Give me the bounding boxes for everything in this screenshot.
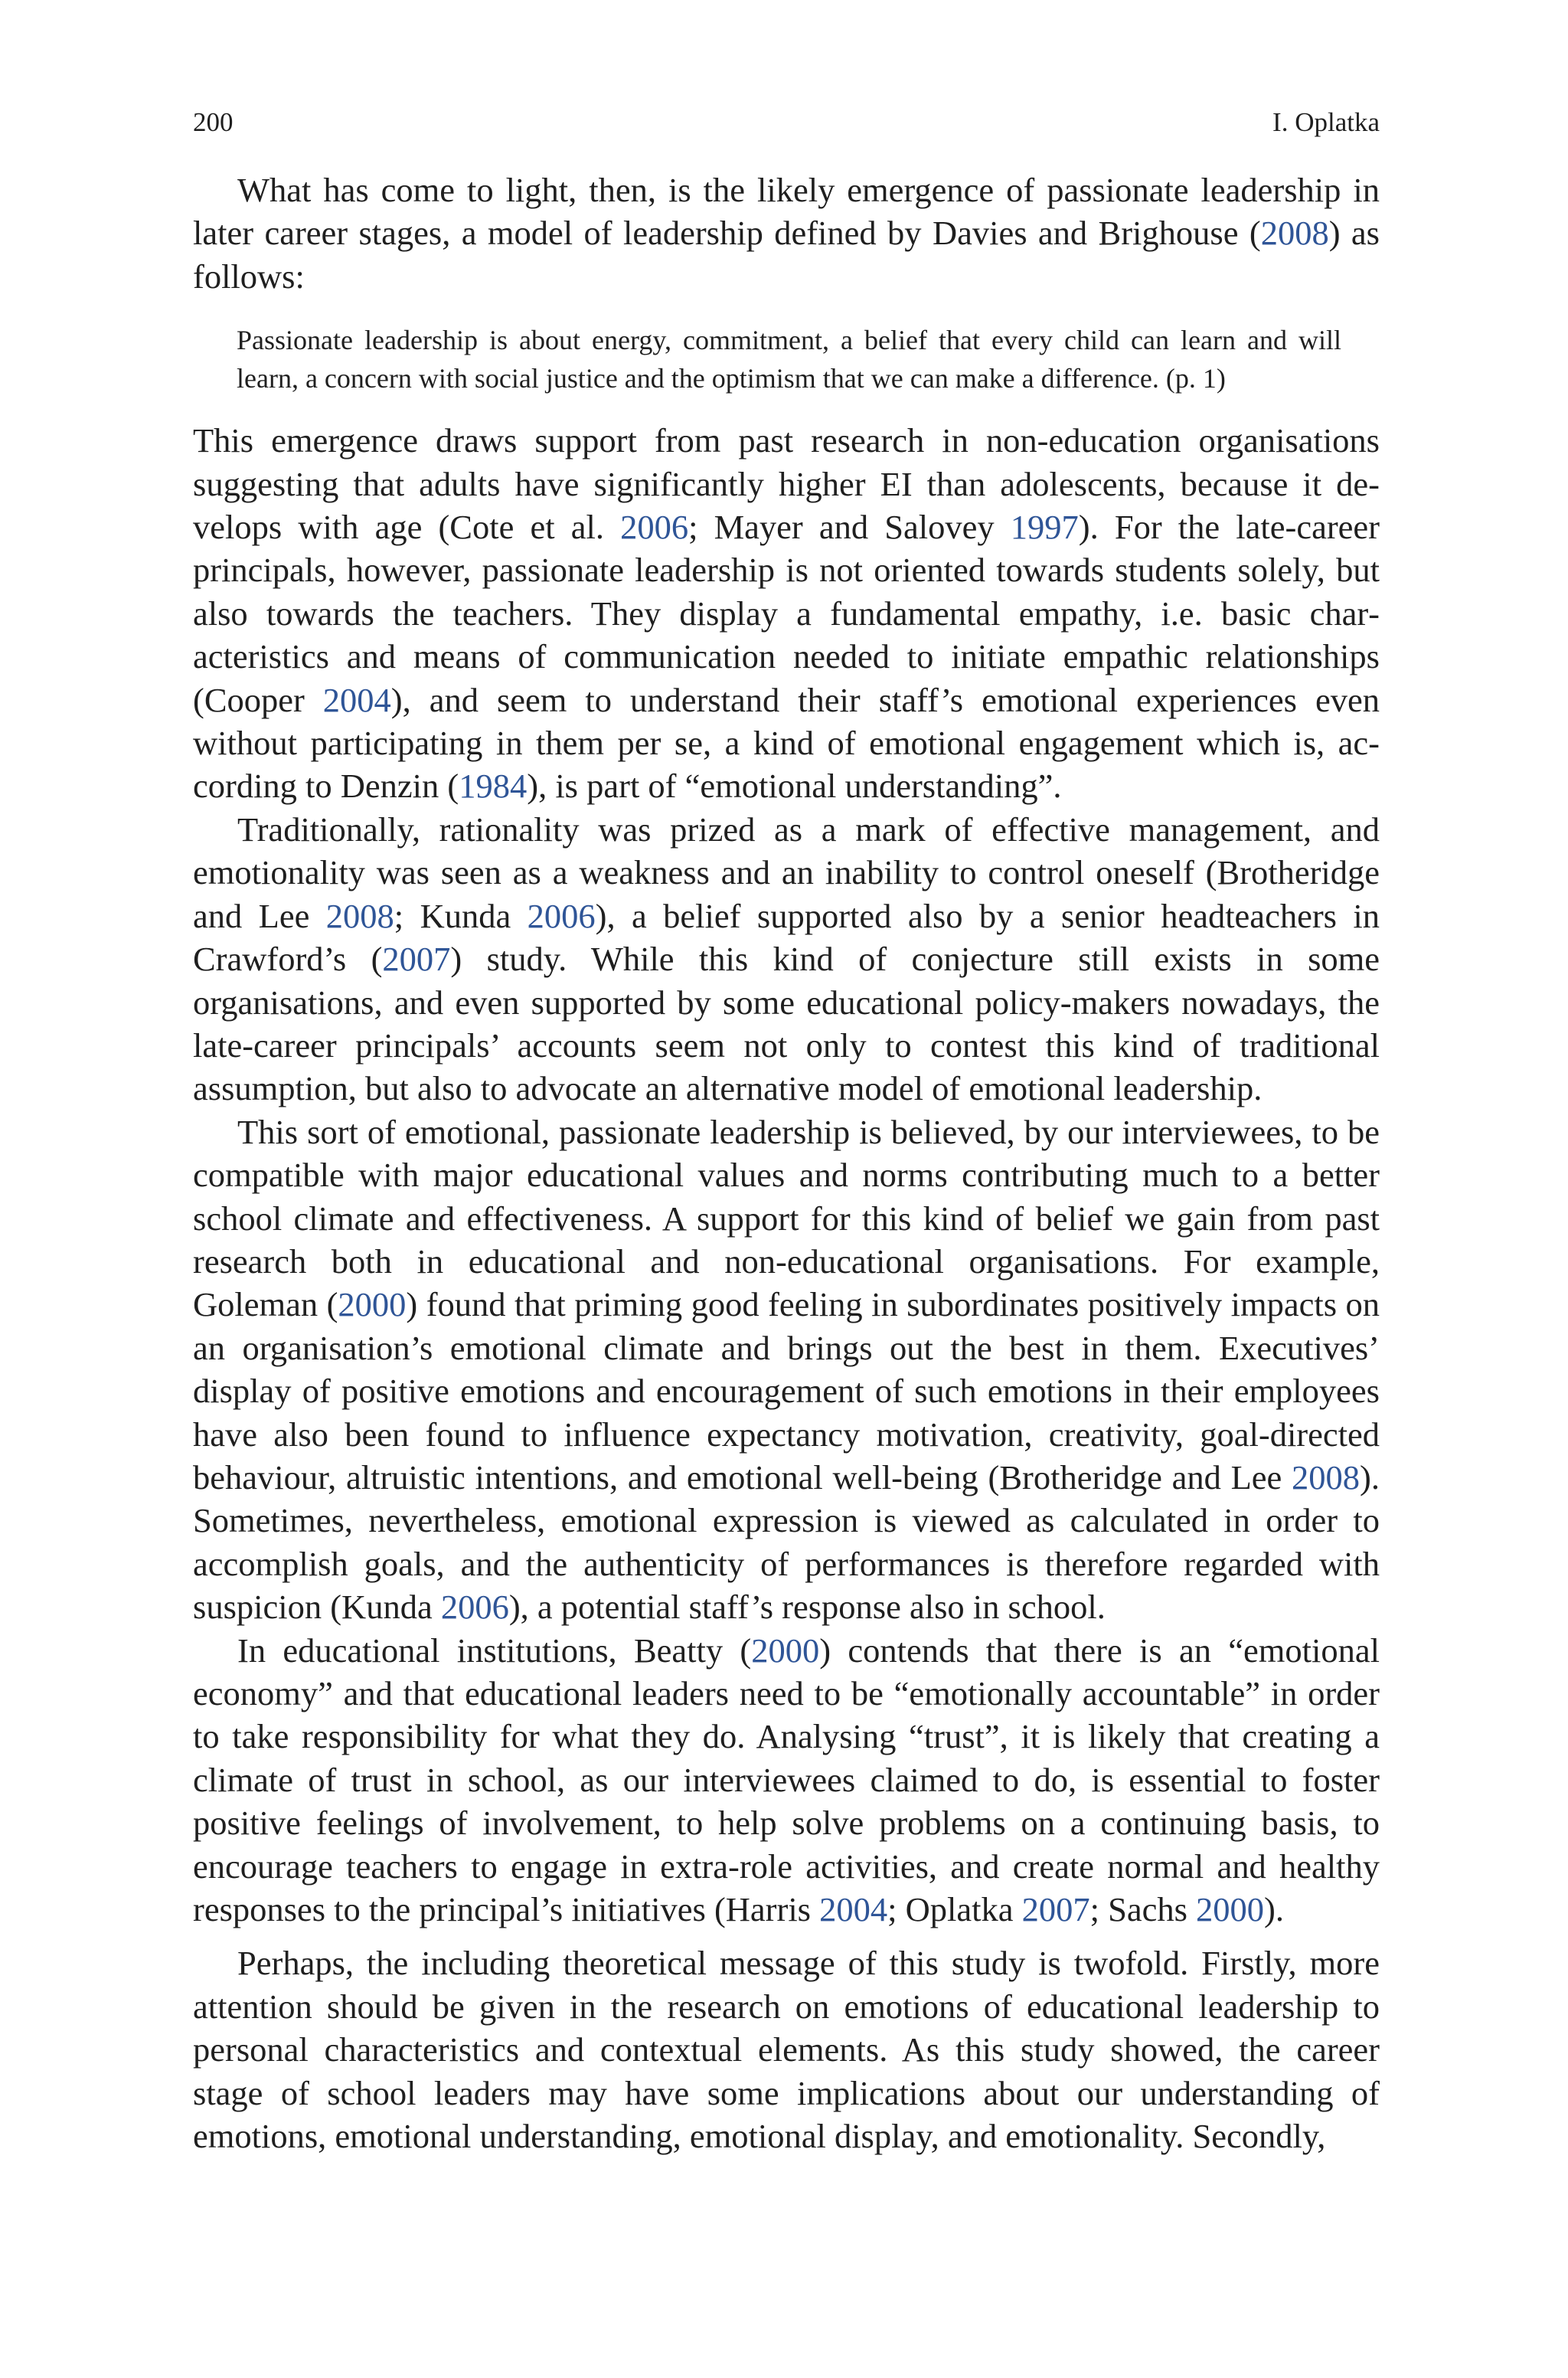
text-run: ), is part of “emotional understanding”. (527, 767, 1062, 806)
citation-link[interactable]: 2004 (322, 680, 391, 719)
text-run: ), and seem to understand their staff’s emotional experiences even without participating in them per se, a kind of emotional engagement which is, according to Denzin ( (193, 680, 1380, 806)
text-run: Perhaps, the including theoretical message of this study is twofold. Firstly, more attention should be given in the research on emotions of educational leadership to personal characteristics and contextual elements. As this study showed, the career stage of school leaders may have some implications about our understanding of emotions, emotional understanding, emotional display, and emotionality. Secondly, (193, 1944, 1380, 2156)
text-run: ). Sometimes, nevertheless, emotional expression is viewed as calculated in order to accomplish goals, and the authenticity of performances is therefore regarded with suspicion (Kunda (193, 1457, 1380, 1627)
text-run: ; Oplatka (887, 1890, 1022, 1929)
paragraph (193, 419, 1380, 808)
citation-link[interactable]: 2000 (338, 1285, 407, 1324)
running-head: I. Oplatka (1272, 107, 1380, 137)
text-run: ) found that priming good feeling in subordinates positively impacts on an organisation’s emotional climate and brings out the best in them. Executives’ display of positive emotions and encouragement of such emotions in their employees have also been found to influence expectancy motivation, creativity, goal-directed behaviour, altruistic intentions, and emotional well-being (Brotheridge and Lee (193, 1285, 1380, 1496)
text-run: ). For the late-career principals, however, passionate leadership is not oriented towards students solely, but also towards the teachers. They display a fundamental empathy, i.e. basic characteristics and means of communication needed to initiate empathic relationships (Cooper (193, 508, 1380, 719)
citation-link[interactable]: 1997 (1010, 508, 1079, 547)
text-run: ; Kunda (394, 896, 528, 935)
body-text (193, 168, 1380, 2157)
text-run: ) contends that there is an “emotional economy” and that educational leaders need to be “emotionally accountable” in order to take responsibility for what they do. Analysing “trust”, it is likely that creating a climate of trust in school, as our interviewees claimed to do, is essential to foster positive feelings of involvement, to help solve problems on a continuing basis, to encourage teachers to engage in extra-role activities, and create normal and healthy responses to the principal’s initiatives (Harris (193, 1631, 1380, 1929)
citation-link[interactable]: 2006 (440, 1588, 509, 1627)
page-number: 200 (193, 107, 234, 137)
paragraph (193, 808, 1380, 1110)
text-run: ) study. While this kind of conjecture still exists in some organisations, and even supported by some educational policy-makers nowadays, the late-career principals’ accounts seem not only to contest this kind of traditional assumption, but also to advocate an alternative model of emotional leadership. (193, 940, 1380, 1108)
citation-link[interactable]: 2008 (325, 896, 394, 935)
citation-link[interactable]: 1984 (459, 767, 528, 806)
citation-link[interactable]: 2008 (1292, 1457, 1361, 1496)
paragraph (193, 1629, 1380, 1932)
text-run: ). (1264, 1890, 1284, 1929)
citation-link[interactable]: 2000 (751, 1631, 820, 1670)
citation-link[interactable]: 2006 (620, 508, 689, 547)
text-run: Traditionally, rationality was prized as a mark of effective management, and emotionality was seen as a weakness and an inability to control oneself (Brotheridge and Lee (193, 810, 1380, 935)
text-run: In educational institutions, Beatty ( (237, 1631, 752, 1670)
page-header (193, 107, 1380, 138)
text-run: Passionate leadership is about energy, commitment, a belief that every child can learn and will learn, a concern with social justice and the optimism that we can make a difference. (p. 1) (237, 325, 1341, 394)
paragraph (193, 168, 1380, 298)
citation-link[interactable]: 2008 (1260, 214, 1329, 253)
text-run: ), a belief supported also by a senior headteachers in Crawford’s ( (193, 896, 1380, 979)
citation-link[interactable]: 2004 (819, 1890, 888, 1929)
text-run: This sort of emotional, passionate leadership is believed, by our interviewees, to be compatible with major educational values and norms contributing much to a better school climate and effectiveness. A support for this kind of belief we gain from past research both in educational and non-educational organisations. For example, Goleman ( (193, 1112, 1380, 1324)
text-run: ), a potential staff’s response also in school. (508, 1588, 1106, 1627)
text-run: What has come to light, then, is the likely emergence of passionate leadership in later career stages, a model of leadership defined by Davies and Brighouse ( (193, 171, 1380, 253)
text-run: ; Mayer and Salovey (688, 508, 1011, 547)
text-run: This emergence draws support from past research in non-education organisations suggesting that adults have significantly higher EI than adolescents, because it develops with age (Cote et al. (193, 421, 1380, 547)
citation-link[interactable]: 2007 (1021, 1890, 1090, 1929)
text-run: ) as follows: (193, 214, 1380, 296)
citation-link[interactable]: 2006 (527, 896, 596, 935)
citation-link[interactable]: 2007 (382, 940, 451, 979)
paragraph (193, 1941, 1380, 2157)
page (193, 107, 1380, 2157)
citation-link[interactable]: 2000 (1196, 1890, 1265, 1929)
text-run: ; Sachs (1089, 1890, 1197, 1929)
paragraph (193, 1110, 1380, 1629)
block-quote (237, 321, 1341, 397)
